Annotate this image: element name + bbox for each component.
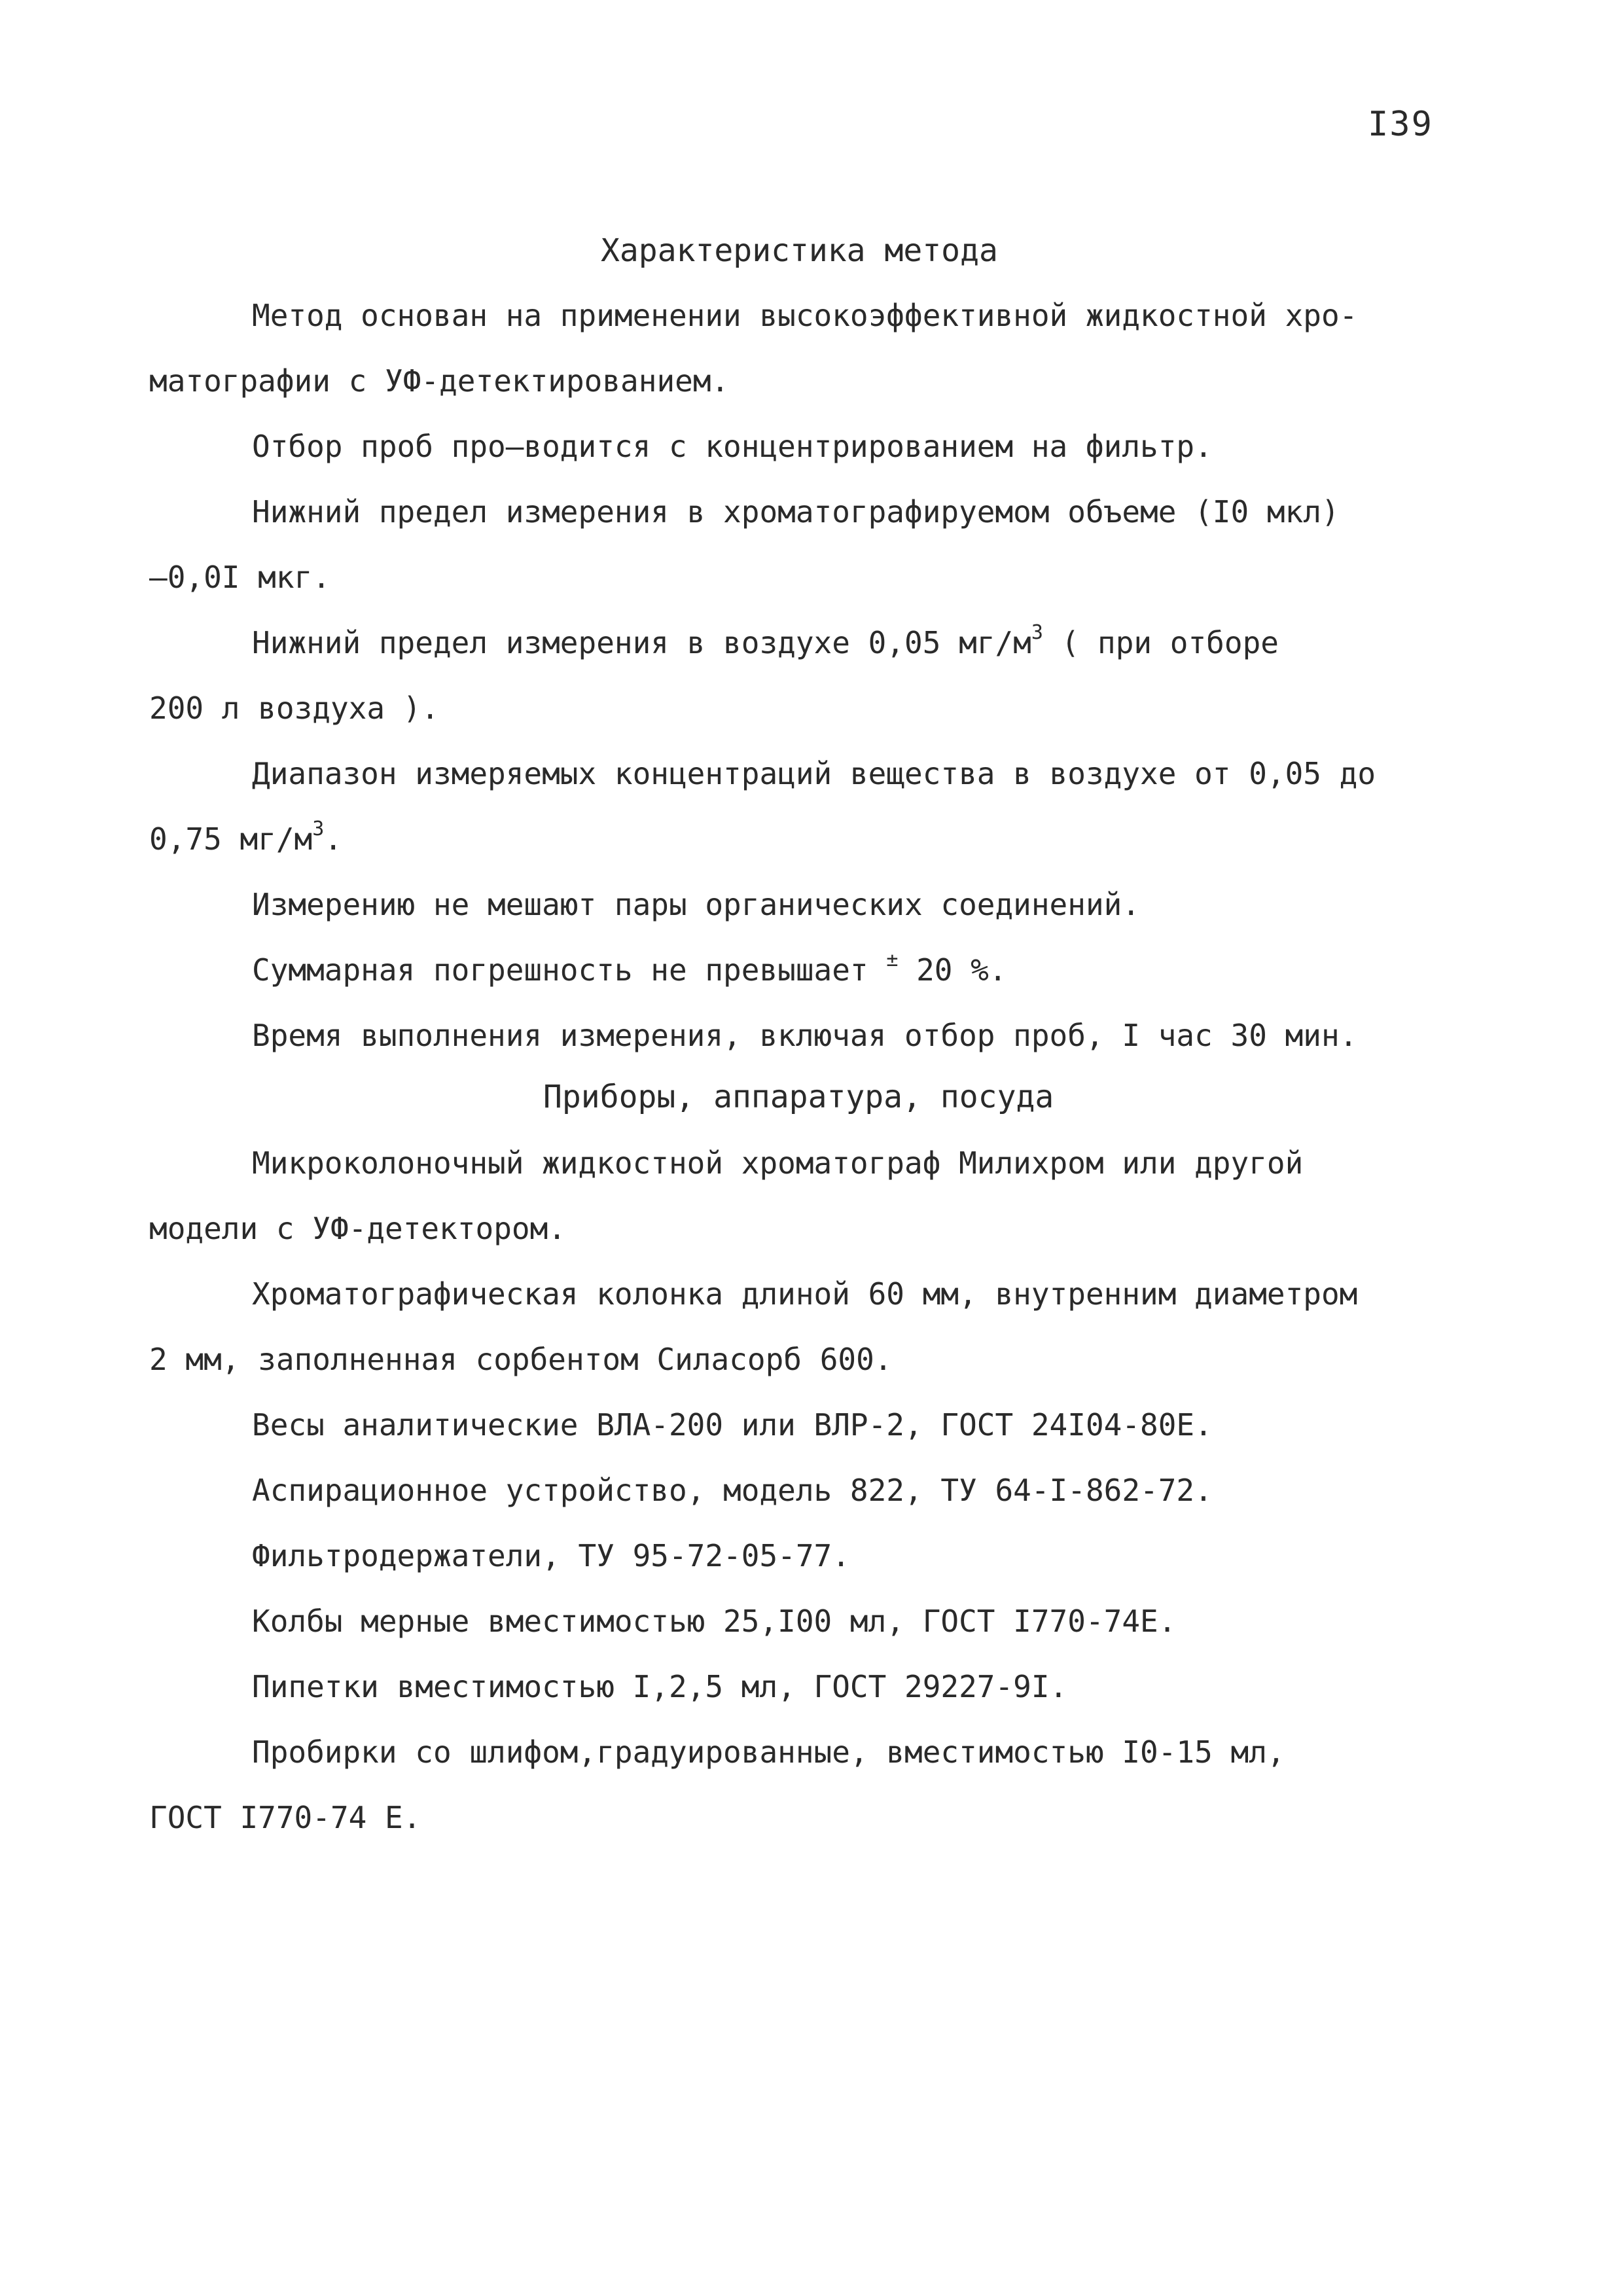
text-line: Время выполнения измерения, включая отбор проб, I час 30 мин. [252,1018,1358,1053]
text-line: 2 мм, заполненная сорбентом Силасорб 600. [149,1342,893,1377]
plus-minus-sign: ± [886,948,899,971]
text-part: ( при отборе [1061,625,1279,660]
text-part: 0,75 мг/м [149,821,313,857]
text-line: Фильтродержатели, ТУ 95-72-05-77. [252,1538,850,1573]
text-line: 200 л воздуха ). [149,691,440,726]
text-line [149,817,343,857]
text-line: Пипетки вместимостью I,2,5 мл, ГОСТ 29227-9I. [252,1669,1068,1704]
superscript: 3 [1031,621,1043,644]
text-line: Весы аналитические ВЛА-200 или ВЛР-2, ГОСТ 24I04-80Е. [252,1407,1213,1443]
text-line: Нижний предел измерения в хроматографируемом объеме (I0 мкл) [252,494,1340,529]
text-part: Суммарная погрешность не превышает [252,952,868,988]
text-line: Микроколоночный жидкостной хроматограф Милихром или другой [252,1145,1304,1181]
page-number: I39 [1368,105,1433,144]
text-line: Метод основан на применении высокоэффективной жидкостной хро- [252,298,1358,333]
text-line: –0,0I мкг. [149,560,330,595]
text-line: Отбор проб про—водится с концентрированием на фильтр. [252,429,1213,464]
text-line [252,621,1279,660]
section-heading-equipment: Приборы, аппаратура, посуда [543,1079,1054,1115]
section-heading-method: Характеристика метода [601,232,998,269]
text-line: Хроматографическая колонка длиной 60 мм, внутренним диаметром [252,1276,1358,1312]
text-line: ГОСТ I770-74 Е. [149,1800,421,1835]
text-line: Измерению не мешают пары органических соединений. [252,887,1141,922]
superscript: 3 [312,817,325,840]
text-line: модели с УФ-детектором. [149,1211,566,1246]
text-part: Нижний предел измерения в воздухе 0,05 мг/м [252,625,1031,660]
text-line [252,948,1007,988]
text-line: Диапазон измеряемых концентраций вещества в воздухе от 0,05 до [252,756,1376,791]
text-part: . [324,821,343,857]
text-line: Пробирки со шлифом,градуированные, вместимостью I0-15 мл, [252,1734,1285,1770]
text-line: Аспирационное устройство, модель 822, ТУ 64-I-862-72. [252,1473,1213,1508]
text-line: Колбы мерные вместимостью 25,I00 мл, ГОСТ I770-74Е. [252,1604,1177,1639]
text-line: матографии с УФ-детектированием. [149,363,730,399]
text-part: 20 %. [916,952,1007,988]
